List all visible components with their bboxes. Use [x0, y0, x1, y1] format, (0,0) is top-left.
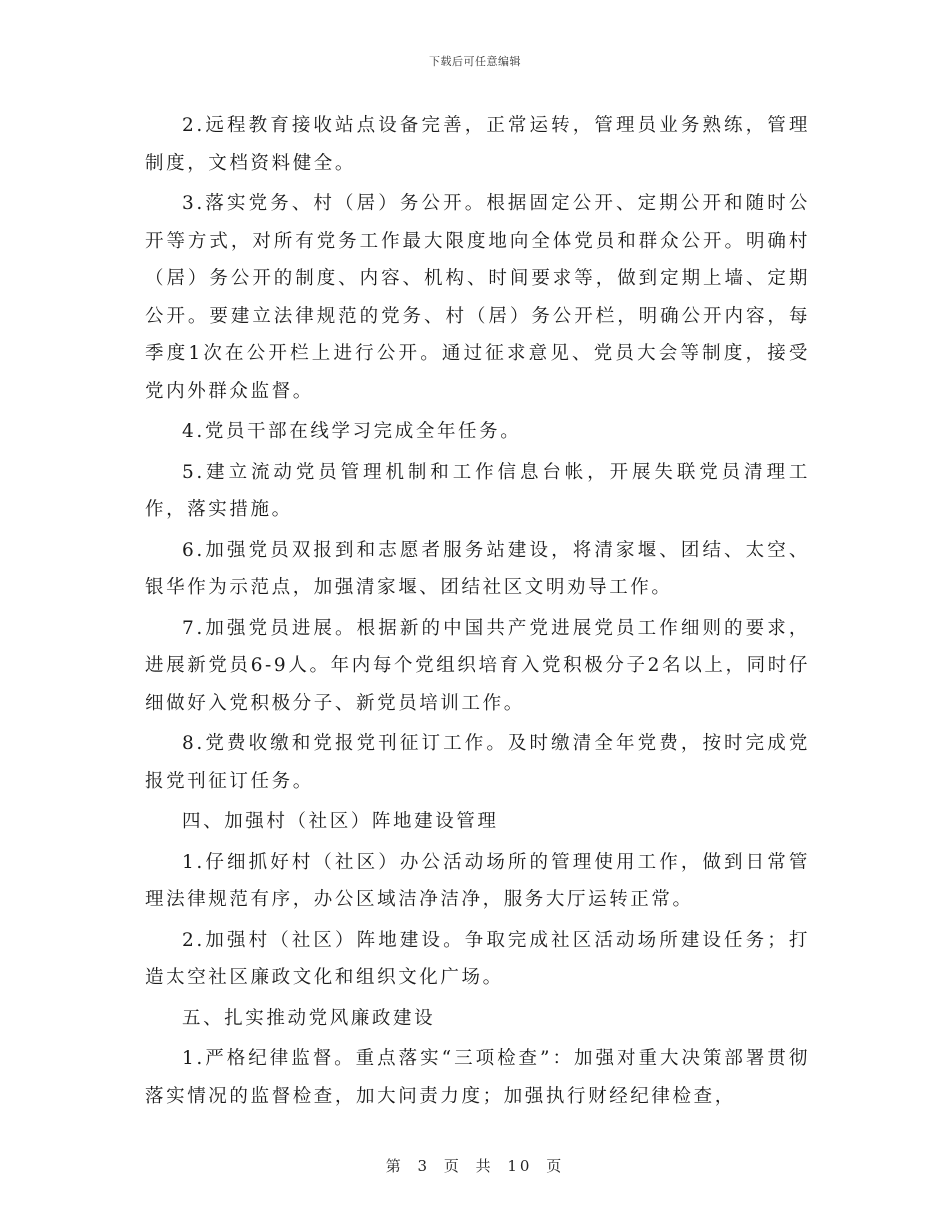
section-heading-5: 五、扎实推动党风廉政建设 — [182, 1007, 436, 1029]
paragraph-online-learning: 4.党员干部在线学习完成全年任务。 — [182, 421, 522, 442]
section-heading-4: 四、加强村（社区）阵地建设管理 — [182, 811, 499, 832]
paragraph-party-dues: 8.党费收缴和党报党刊征订工作。及时缴清全年党费，按时完成党报党刊征订任务。 — [145, 733, 810, 792]
paragraph-volunteer-stations: 6.加强党员双报到和志愿者服务站建设，将清家堰、团结、太空、银华作为示范点，加强清家堰、团结社区文明劝导工作。 — [145, 539, 810, 598]
paragraph-member-development: 7.加强党员进展。根据新的中国共产党进展党员工作细则的要求，进展新党员6-9人。年内每个党组织培育入党积极分子2名以上，同时仔细做好入党积极分子、新党员培训工作。 — [145, 617, 810, 714]
document-body — [145, 107, 810, 1118]
page-header: 下载后可任意编辑 — [429, 55, 521, 68]
paragraph-position-building: 2.加强村（社区）阵地建设。争取完成社区活动场所建设任务；打造太空社区廉政文化和组织文化广场。 — [145, 929, 810, 988]
page-number-footer: 第 3 页 共 10 页 — [385, 1157, 565, 1175]
paragraph-affairs-disclosure: 3.落实党务、村（居）务公开。根据固定公开、定期公开和随时公开等方式，对所有党务工作最大限度地向全体党员和群众公开。明确村（居）务公开的制度、内容、机构、时间要求等，做到定期上墙、定期公开。要建立法律规范的党务、村（居）务公开栏，明确公开内容，每季度1次在公开栏上进行公开。通过征求意见、党员大会等制度，接受党内外群众监督。 — [145, 193, 810, 402]
paragraph-office-management: 1.仔细抓好村（社区）办公活动场所的管理使用工作，做到日常管理法律规范有序，办公区域洁净洁净，服务大厅运转正常。 — [145, 851, 810, 910]
paragraph-discipline-supervision: 1.严格纪律监督。重点落实“三项检查”：加强对重大决策部署贯彻落实情况的监督检查，加大问责力度；加强执行财经纪律检查， — [145, 1048, 810, 1107]
paragraph-remote-education: 2.远程教育接收站点设备完善，正常运转，管理员业务熟练，管理制度，文档资料健全。 — [145, 115, 810, 174]
paragraph-mobile-members: 5.建立流动党员管理机制和工作信息台帐，开展失联党员清理工作，落实措施。 — [145, 461, 810, 520]
